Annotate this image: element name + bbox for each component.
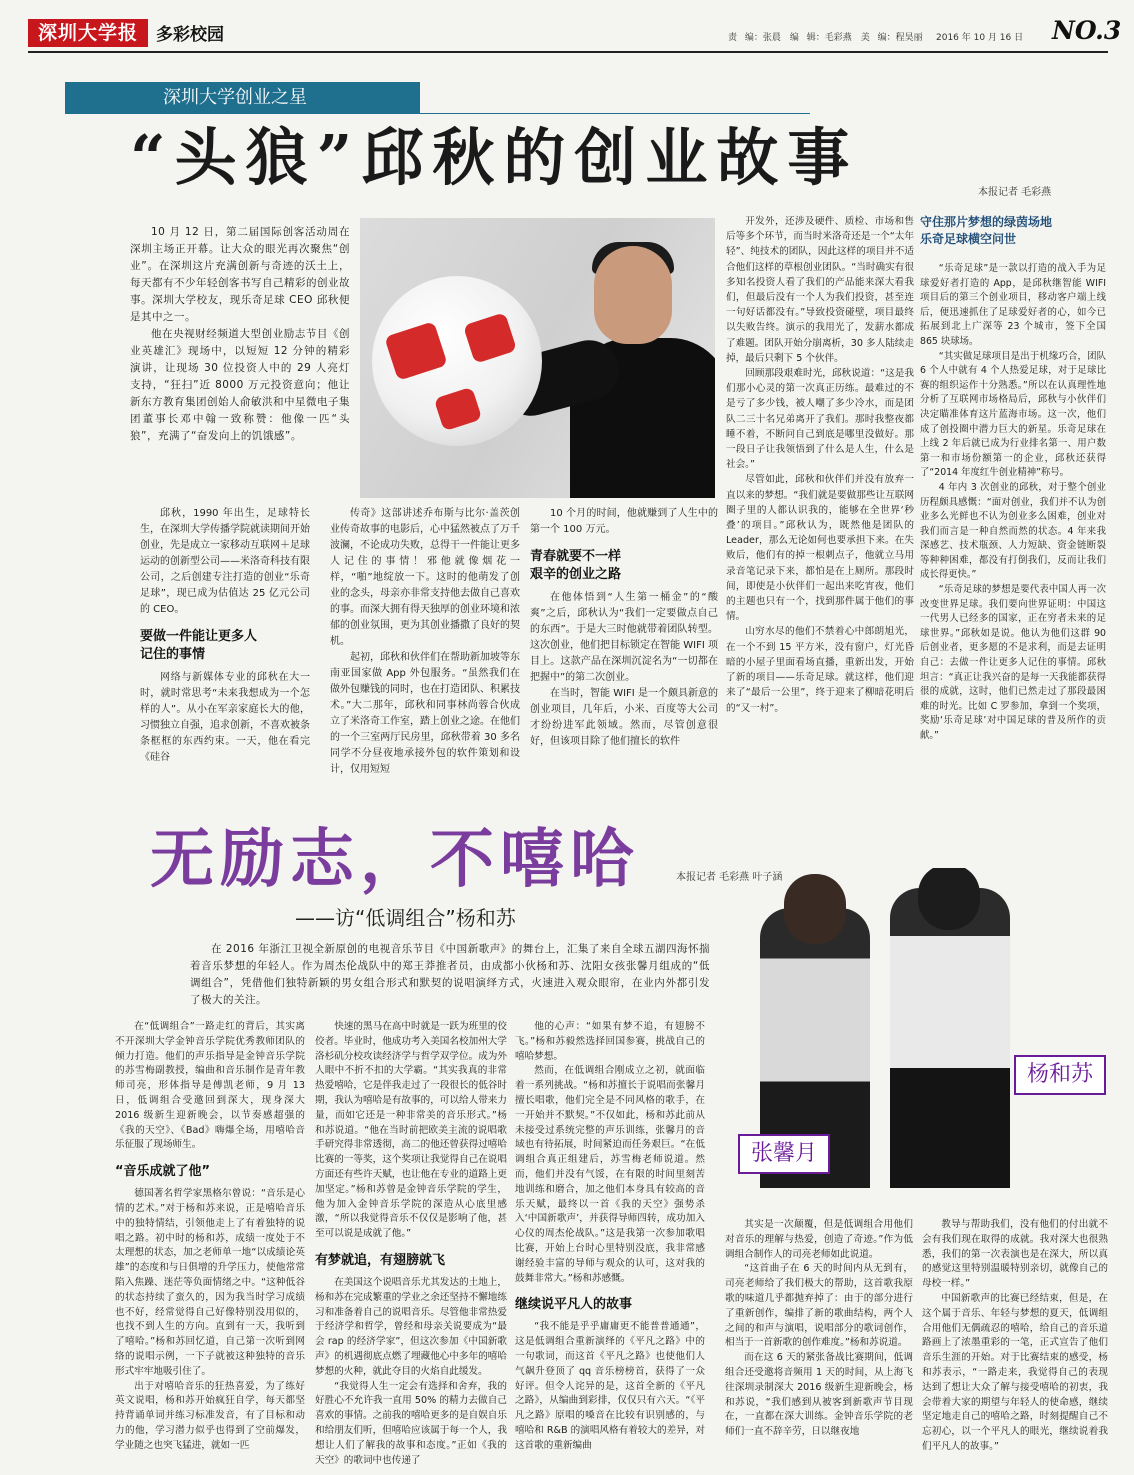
story2-byline: 本报记者 毛彩燕 叶子涵 [676, 872, 783, 883]
story2-column-3 [515, 1020, 705, 1454]
body-paragraph: “乐奇足球”是一款以打造的战入手为足球爱好者打造的 App，是邱秋继智能 WIFI 项目后的第三个创业项目，移动客户端上线后，便迅速抓住了足球爱好者的心，如今已拓展到北上广深等 23 个城市，签下全国 865 块球场。 [920, 263, 1106, 347]
story2-lead: 在 2016 年浙江卫视全新原创的电视音乐节目《中国新歌声》的舞台上，汇集了来自全球五湖四海怀揣着音乐梦想的年轻人。作为周杰伦战队中的郑王莽推者员，由成都小伙杨和苏、沈阳女孩张馨月组成的“低调组合”，凭借他们独特新颖的男女组合形式和默契的说唱演绎方式，火速进入观众眼帘，在业内外都引发了极大的关注。 [190, 943, 710, 1006]
face-shape [594, 246, 672, 344]
ball-patch [463, 312, 517, 364]
caption-yang-hesu: 杨和苏 [1014, 1055, 1106, 1095]
story2-column-5 [922, 1218, 1108, 1455]
subheading: “音乐成就了他” [115, 1164, 211, 1180]
body-paragraph: “这首曲子在 6 天的时间内从无到有，司亮老师给了我们极大的帮助，这首歌我原歌的味道几乎都抛弃掉了：由于的部分进行了重新创作，编排了新的歌曲结构，两个人之间的和声与演唱，说唱部分的歌词创作，相当于一首新歌的创作难度。”杨和苏说道。 [725, 1263, 913, 1349]
body-paragraph: 教导与帮助我们，没有他们的付出就不会有我们现在取得的成就。我对深大也很熟悉，我们的第一次表演也是在深大，所以真的感觉这里特别温暖特别亲切，就像自己的母校一样。” [922, 1219, 1108, 1290]
body-paragraph: 山穷水尽的他们不禁着心中郎朗旭光，在一个不到 15 平方米，没有窗户，灯光昏暗的小屋子里面看场直播，重新出发，开始了新的项目——乐奇足球。就这样，他们迎来了“最后一公里”，终于迎来了柳暗花明后的“又一村”。 [726, 626, 914, 714]
subheading: 青春就要不一样 艰辛的创业之路 [530, 549, 622, 582]
section-name: 多彩校园 [156, 25, 224, 45]
story2-column-1 [115, 1020, 305, 1454]
story1-byline: 本报记者 毛彩燕 [978, 187, 1052, 198]
body-paragraph: 在当时，智能 WIFI 是一个颇具新意的创业项目，几年后，小米、百度等大公司才纷纷进军此领域。然而，尽管创意很好，但该项目除了他们擅长的软件 [530, 688, 718, 747]
body-paragraph: 网络与新媒体专业的邱秋在大一时，就时常思考“未来我想成为一个怎样的人”。从小在军亲家庭长大的他，习惯独立自强，追求创新，不喜欢被条条框框的东西约束。一天，他在看完《硅谷 [140, 672, 310, 763]
body-paragraph: 然而，在低调组合刚成立之初，就面临着一系列挑战。“杨和苏擅长于说唱而张馨月擅长唱歌，他们完全是不同风格的歌手，在一开始并不默契。”不仅如此，杨和苏此前从未接受过系统完整的声乐训练，张馨月的音域也有待拓展，时间紧迫而任务艰巨。“在低调组合真正组建后，苏雪梅老师说道。然而，他们并没有气馁，在有限的时间里刻苦地训练和磨合，加之他们本身具有较高的音乐天赋，最终以一首《我的天空》强势杀入‘中国新歌声’，并获得导师四转，成功加入心仪的周杰伦战队。”这是我第一次参加歌唱比赛，开始上台时心里特别没底，我非常感谢经验丰富的导师与观众的认可，这对我的鼓舞非常大。”杨和苏感慨。 [515, 1065, 705, 1284]
body-paragraph: 快速的黑马在高中时就是一跃为班里的佼佼者。毕业时，他成功考入美国名校加州大学洛杉矶分校攻读经济学与哲学双学位。成为外人眼中不折不扣的大学霸。“其实我真的非常热爱嘻哈，它是伴我走过了一段很长的低谷时期，我认为嘻哈是有故事的，可以给人带来力量，而如它还是一种非常美的音乐形式。”杨和苏说道。“他在当时前把欧美主流的说唱歌手研究得非常透彻，高二的他还曾获得过嘻哈比赛的一等奖，这个奖项让我觉得自己在说唱方面还有些许天赋，也让他在专业的道路上更加坚定。”杨和苏曾是金钟音乐学院的学生，他为加入金钟音乐学院的深造从心底里感激，“所以我觉得音乐不仅仅是影响了他，甚至可以说是成就了他。” [315, 1021, 507, 1240]
head-zhang [784, 874, 846, 944]
column-banner: 深圳大学创业之星 [65, 82, 420, 114]
body-paragraph: 在“低调组合”一路走红的背后，其实离不开深圳大学金钟音乐学院优秀教师团队的倾力打造。他们的声乐指导是金钟音乐学院的苏雪梅副教授，编曲和音乐制作是青年教师司亮，形体指导是傅凯老师，9 月 13 日，低调组合受邀回到深大，现身深大 2016 级新生迎新晚会，以节奏感超强的《我的天空》、《Bad》嗨爆全场，用嘻哈音乐征服了现场师生。 [115, 1021, 305, 1151]
body-paragraph: 邱秋，1990 年出生，足球特长生，在深圳大学传播学院就读期间开始创业，先是成立一家移动互联网＋足球运动的创新型公司——米洛奇科技有限公司，之后创建专注打造的创业“乐奇足球”，现已成为估值达 25 亿元公司的 CEO。 [140, 508, 310, 615]
body-paragraph: “我不能是乎乎庸庸更不能普普通通”，这是低调组合重新演绎的《平凡之路》中的一句歌词，而这首《平凡之路》也使他们人气飙升登顶了 qq 音乐榜榜首，获得了一众好评。但令人诧异的是，这首全新的《平凡之路》，从编曲到彩排，仅仅只有六天。“《平凡之路》原唱的嗓音在比较有识别感的，与嘻哈和 R&B 的演唱风格有着较大的差异，对这首歌的重新编曲 [515, 1321, 705, 1451]
body-paragraph: 出于对嘻哈音乐的狂热喜爱，为了练好英文说唱，杨和苏开始疯狂自学，每天都坚持背诵单词并练习标准发音，有了目标和动力的他，学习潜力似乎也得到了空前爆发，学业随之也突飞猛进，就如一匹 [115, 1380, 305, 1451]
body-paragraph: 起初，邱秋和伙伴们在帮助新加坡等东南亚国家做 App 外包服务。“虽然我们在做外包赚钱的同时，也在打造团队、积累技术。”大二那年，邱秋和同事林尚蓉合伙成立了米洛奇工作室，踏上创业之途。在他们的一个三室两厅民房里，邱秋带着 30 多名同学不分昼夜地承接外包的软件策划和设计，仅用短短 [330, 652, 520, 775]
page-number: NO.3 [1052, 16, 1122, 45]
person-he [890, 888, 1010, 1188]
body-paragraph: 中国新歌声的比赛已经结束，但是，在这个属于音乐、年轻与梦想的夏天，低调组合用他们无偶疏忍的嘻哈，给自己的音乐道路画上了浓墨重彩的一笔，正式宣告了他们音乐生涯的开始。对于比赛结束的感受，杨和苏表示，“一路走来，我觉得自己的表现达到了想让大众了解与接受嘻哈的初衷，我会带着大家的期望与年轻人的使命感，继续坚定地走自己的嘻哈之路，时刻提醒自己不忘初心，以一个平凡人的眼光，继续说着我们平凡人的故事。” [922, 1292, 1108, 1452]
story1-column-1 [140, 506, 310, 766]
body-paragraph: 在他体悟到“人生第一桶金”的“酸爽”之后，邱秋认为“我们一定要做点自己的东西”。于是大三时他就带着团队转型。这次创业，他们把目标锁定在智能 WIFI 项目上。这款产品在深圳沉淀名为“一切都在把握中”的第二次创业。 [530, 592, 718, 683]
body-paragraph: 传奇》这部讲述乔布斯与比尔·盖茨创业传奇故事的电影后，心中猛然被点了万千波澜，不论成功失败，总得干一件能让更多人记住的事情！邪他就像烟花一样，“啪”地绽放一下。这时的他萌发了创业的念头，母亲亦非常支持他去做自己喜欢的事。而深大拥有得天独厚的创业环境和浓郁的创业氛围，更为其创业播撒了良好的契机。 [330, 508, 520, 647]
story1-column-4 [726, 214, 914, 716]
body-paragraph: 而在这 6 天的紧张备战比赛期间，低调组合还受邀将音频用 1 天的时间，从上海飞往深圳录制深大 2016 级新生迎新晚会，杨和苏说，“我们感到从被客到新歌声节目现在，一直都在深大训练。金钟音乐学院的老师们一直不辞辛劳，日以继夜地 [725, 1352, 913, 1438]
ball-patch [384, 321, 448, 381]
story2-column-2 [315, 1020, 507, 1468]
intro-paragraph: 10 月 12 日，第二届国际创客活动周在深圳主场正开幕。让大众的眼光再次聚焦“创业”。在深圳这片充满创新与奇迹的沃土上，每天都有不少年轻创客书写自己精彩的创业故事。深圳大学校友，现乐奇足球 CEO 邱秋便是其中之一。 [130, 226, 350, 323]
newspaper-logo: 深圳大学报 [28, 19, 148, 47]
body-paragraph: 10 个月的时间，他就赚到了人生中的第一个 100 万元。 [530, 508, 718, 535]
story2-headline: 无励志，不嘻哈 [150, 822, 640, 897]
body-paragraph: 4 年内 3 次创业的邱秋，对于整个创业历程颇具感慨：“面对创业，我们并不认为创业多么光鲜也不认为创业多么困难，创业对我们而言是一种自然而然的状态。4 年来我深感艺、技术瓶颈、人力短缺、资金链断裂等种种困难，都没有打倒我们，反而让我们成长得更快。” [920, 481, 1106, 581]
story2-subtitle: ——访“低调组合”杨和苏 [295, 906, 516, 930]
body-paragraph: “乐奇足球的梦想是要代表中国人再一次改变世界足球。我们要向世界证明：中国这一代男人已经多的国家，正在穷者未来的足球世界。”邱秋如是说。他认为他们这群 90 后创业者，更多愿的不是求利，而是去证明自己：去做一件让更多人记住的事情。邱秋坦言：“真正让我兴奋的是每一天我能都获得很的成就，这时，他们已然走过了那段最困难的时光。比如 C 罗参加，拿到一个奖项，奖励‘乐奇足球’对中国足球的普及所作的贡献。” [920, 584, 1106, 741]
story1-intro [130, 224, 350, 445]
story1-column-2 [330, 506, 520, 778]
story1-column-5 [920, 214, 1106, 744]
banner-rule [65, 113, 810, 114]
caption-zhang-xinyue: 张馨月 [738, 1134, 830, 1174]
body-paragraph: 开发外，还涉及硬件、质检、市场和售后等多个环节，而当时米洛奇还是一个“太年轻”、纯技术的团队，因此这样的项目并不适合他们这样的草根创业团队。“当时确实有很多知名投资人看了我们的产品能来深大看我们，但最后没有一个人为我们投资，甚至连一句好话都没有。”导致投资碰壁，项目最终以失败告终。演示的我用光了，发薪水都成了难题。团队开始分崩离析，30 多人陆续走掉，最后只剩下 5 个伙伴。 [726, 216, 914, 364]
editor-credits: 责 编：张晨 编 辑：毛彩燕 美 编：程昊丽 [728, 33, 923, 43]
ball-patch [434, 387, 483, 432]
body-paragraph: “我觉得人生一定会有选择和舍弃，我的好胜心不允许我一直用 50% 的精力去做自己喜欢的事情。之前我的嘻哈更多的是自娱自乐和给朋友们听，但嘻哈应该属于每一个人，我想让人们了解我的故事和态度。”正如《我的天空》的歌词中也传递了 [315, 1380, 507, 1466]
subheading: 有梦就追，有翅膀就飞 [315, 1252, 446, 1268]
masthead-rule [28, 51, 1108, 53]
subheading: 继续说平凡人的故事 [515, 1297, 633, 1313]
story2-column-4 [725, 1218, 913, 1440]
intro-paragraph: 他在央视财经频道大型创业励志节目《创业英雄汇》现场中，以短短 12 分钟的精彩演讲，让现场 30 位投资人中的 29 人亮灯支持，“狂扫”近 8000 万元投资意向；他让新东方教育集团创始人俞敏洪和中星微电子集团董事长邓中翰一致称赞：他像一匹“头狼”，充满了“奋发向上的饥饿感”。 [130, 328, 350, 442]
side-heading: 守住那片梦想的绿茵场地 乐奇足球横空问世 [920, 215, 1053, 246]
soccer-ball [372, 276, 542, 446]
body-paragraph: 尽管如此，邱秋和伙伴们并没有放弃一直以来的梦想。“我们就是要做那些让互联网圈子里的人都认识我的，能够在全世界‘秒叠’的项目。”邱秋认为，既然他是团队的 Leader，那么无论如何也要承担下来。在失败后，他们有的掉一根刺点子，他就立马用录音笔记录下来，都怕是在上厕所。那段时间，即使是小伙伴们一起出来吃宵夜，他们的主题也只有一个，找到那件属于他们的事情。 [726, 474, 914, 623]
body-paragraph: “其实做足球项目是出于机缘巧合，团队 6 个人中就有 4 个人热爱足球，对于足球比赛的组织运作十分熟悉。”所以在认真理性地分析了互联网市场格局后，邱秋与小伙伴们决定瞄准体育这片蓝海市场。这一次，他们成了创投圈中潜力巨大的新星。乐奇足球在上线 2 年后就已成为行业排名第一、用户数第一和市场份额第一的企业，邱秋还获得了“2014 年度红牛创业精神”称号。 [920, 350, 1106, 479]
head-he [918, 868, 980, 930]
subheading: 要做一件能让更多人 记住的事情 [140, 629, 258, 662]
body-paragraph: 回顾那段艰难时光，邱秋说道：“这是我们那小心灵的第一次真正历练。最难过的不是亏了多少钱，被人嘲了多少冷水，而是团队二三十名兄弟离开了我们。那时我整夜都睡不着，不断问自己到底是哪里没做好。那一段日子让我领悟到了什么是人生，什么是社会。” [726, 368, 914, 471]
story1-column-3 [530, 506, 718, 750]
body-paragraph: 其实是一次颠覆，但是低调组合用他们对音乐的理解与热爱，创造了奇迹。”作为低调组合制作人的司亮老师如此说道。 [725, 1219, 913, 1260]
story1-headline: “头狼”邱秋的创业故事 [130, 121, 859, 194]
issue-date: 2016 年 10 月 16 日 [936, 33, 1024, 43]
body-paragraph: 在美国这个说唱音乐尤其发达的土地上，杨和苏在完成繁重的学业之余还坚持不懈地练习和准备着自己的说唱音乐。尽管他非常热爱于经济学和哲学，曾经和母亲关说要成为“最会 rap 的经济学家”，但这次参加《中国新歌声》的机遇彻底点燃了埋藏他心中多年的嘻哈梦想的火种，就此夺目的火焰自此缓发。 [315, 1276, 507, 1377]
body-paragraph: 德国著名哲学家黑格尔曾说：“音乐是心情的艺术。”对于杨和苏来说，正是嘻哈音乐中的独特情结，引领他走上了有着独特的说唱之路。初中时的杨和苏，成绩一度处于不太理想的状态，加之老师单一地“以成绩论英雄”的态度和与日俱增的升学压力，使他常常陷入焦躁、迷茫等负面情绪之中。“这种低谷的状态持续了蛮久的，因为我当时学习成绩也不好，经常觉得自己好像特别没用似的，也找不到人生的方向。直到有一天，我听到了嘻哈。”杨和苏回忆道，自己第一次听到网络的说唱示例，一下子就被这种独特的音乐形式牢牢地吸引住了。 [115, 1188, 305, 1377]
portrait-photo-qiu [360, 218, 715, 498]
body-paragraph: 他的心声：“如果有梦不追，有翅膀不飞。”杨和苏毅然选择回国参赛，挑战自己的嘻哈梦想。 [515, 1021, 705, 1062]
